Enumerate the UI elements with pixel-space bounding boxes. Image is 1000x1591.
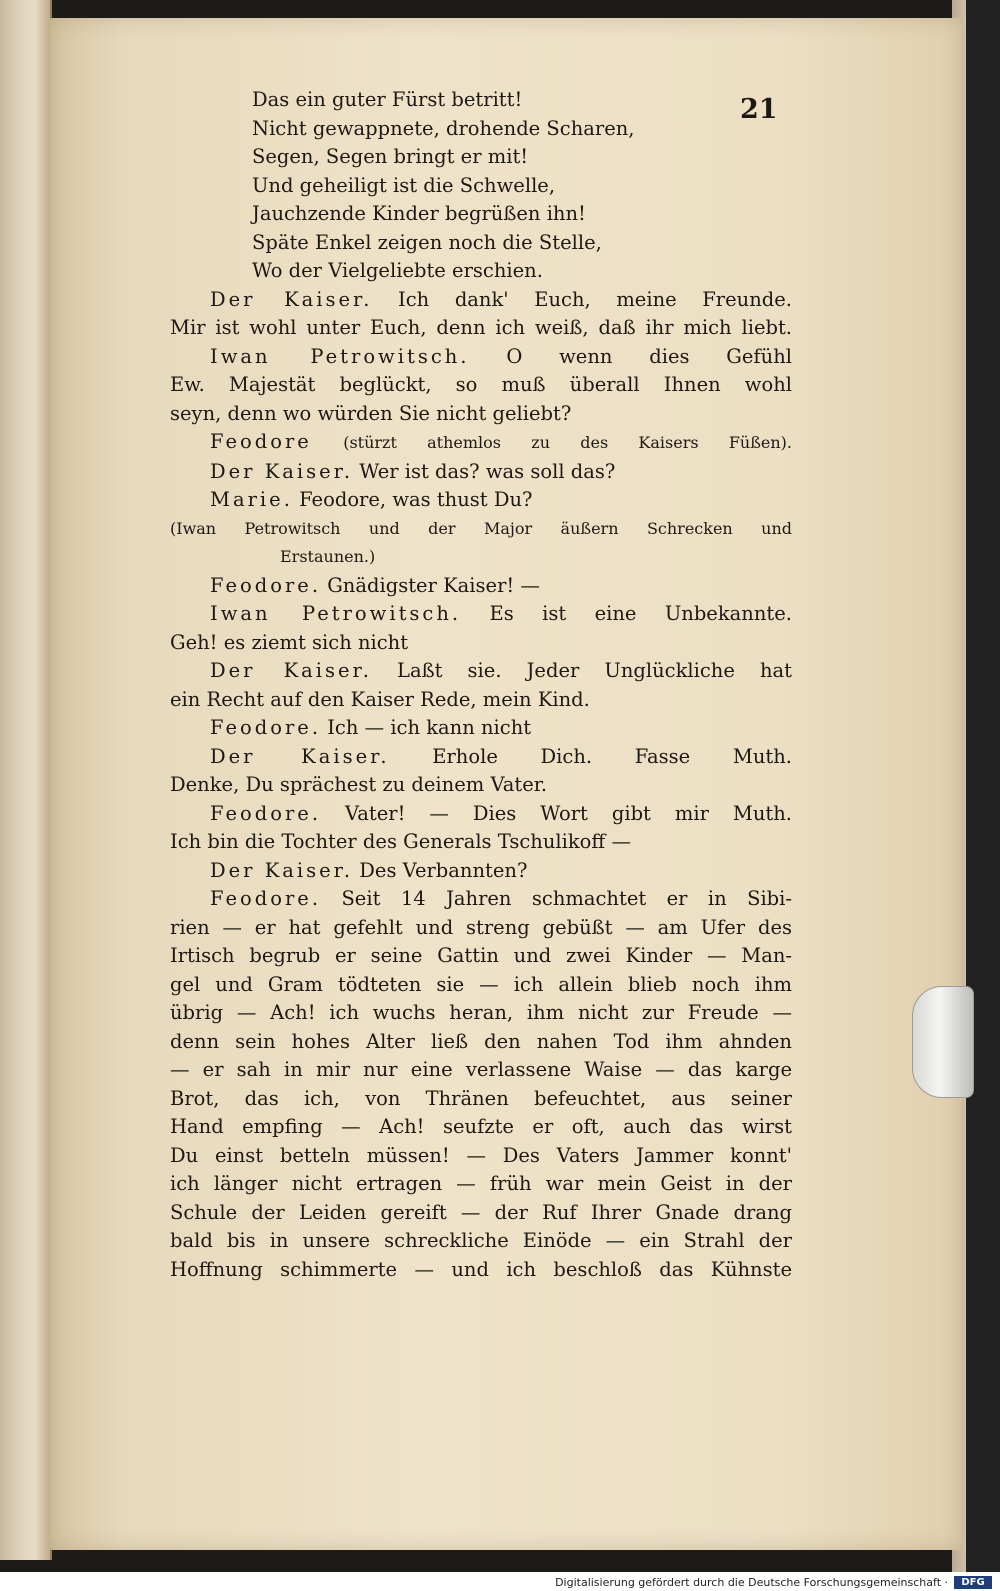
speaker-name: Feodore.: [210, 801, 322, 825]
text-line: [170, 572, 792, 601]
speaker-name: Der Kaiser.: [210, 659, 372, 682]
text-line: [170, 828, 792, 857]
line-text: ich länger nicht ertragen — früh war mein Geist in der: [170, 1172, 792, 1195]
line-text: Mir ist wohl unter Euch, denn ich weiß, daß ihr mich liebt.: [170, 316, 792, 339]
line-text: gel und Gram tödteten sie — ich allein blieb noch ihm: [170, 972, 792, 996]
line-text: Das ein guter Fürst betritt!: [252, 88, 523, 111]
speaker-name: Der Kaiser.: [210, 459, 354, 483]
line-text: Hoffnung schimmerte — und ich beschloß das Kühnste: [170, 1257, 792, 1281]
line-text: Ich bin die Tochter des Generals Tschulikoff —: [170, 830, 631, 853]
book-cover-left: [0, 0, 52, 1560]
line-text: Gnädigster Kaiser! —: [327, 573, 540, 597]
text-line: [170, 257, 792, 286]
text-line: [170, 229, 792, 258]
text-line: [170, 743, 792, 772]
text-line: [170, 200, 792, 229]
speaker-name: Der Kaiser.: [210, 744, 390, 768]
text-line: [170, 371, 792, 400]
speaker-name: Der Kaiser.: [210, 858, 354, 882]
speaker-name: Iwan Petrowitsch.: [210, 602, 462, 625]
page-clip: [912, 986, 974, 1098]
line-text: (stürzt athemlos zu des Kaisers Füßen).: [343, 433, 793, 452]
text-line: [170, 86, 792, 115]
text-line: [170, 600, 792, 629]
line-text: Ich dank' Euch, meine Freunde.: [398, 287, 792, 311]
line-text: Hand empfing — Ach! seufzte er oft, auch das wirst: [170, 1115, 792, 1138]
line-text: Segen, Segen bringt er mit!: [252, 145, 529, 168]
line-text: Irtisch begrub er seine Gattin und zwei Kinder — Man-: [170, 944, 792, 967]
text-line: [170, 314, 792, 343]
text-line: [170, 486, 792, 515]
line-text: seyn, denn wo würden Sie nicht geliebt?: [170, 401, 572, 425]
line-text: — er sah in mir nur eine verlassene Waise — das karge: [170, 1058, 792, 1081]
speaker-name: Der Kaiser.: [210, 287, 373, 311]
text-line: [170, 543, 792, 572]
line-text: bald bis in unsere schreckliche Einöde — ein Strahl der: [170, 1229, 792, 1252]
text-line: [170, 1113, 792, 1142]
line-text: Schule der Leiden gereift — der Ruf Ihrer Gnade drang: [170, 1200, 792, 1224]
text-line: [170, 1199, 792, 1228]
page-text: [170, 86, 792, 1284]
text-line: [170, 629, 792, 658]
footer-credit: Digitalisierung gefördert durch die Deutsche Forschungsgemeinschaft ·: [555, 1576, 948, 1589]
line-text: Ich — ich kann nicht: [327, 716, 532, 739]
footer-bar: [0, 1575, 1000, 1591]
text-line: [170, 1085, 792, 1114]
scan-background: [966, 0, 1000, 1572]
text-line: [170, 1056, 792, 1085]
line-text: rien — er hat gefehlt und streng gebüßt — am Ufer des: [170, 915, 792, 939]
line-text: Brot, das ich, von Thränen befeuchtet, aus seiner: [170, 1086, 792, 1110]
text-line: [170, 115, 792, 144]
text-line: [170, 400, 792, 429]
text-line: [170, 458, 792, 487]
line-text: Geh! es ziemt sich nicht: [170, 630, 409, 654]
line-text: O wenn dies Gefühl: [506, 344, 792, 368]
text-line: [170, 857, 792, 886]
line-text: Vater! — Dies Wort gibt mir Muth.: [345, 801, 792, 825]
line-text: Du einst betteln müssen! — Des Vaters Jammer konnt': [170, 1143, 792, 1167]
speaker-name: Feodore.: [210, 716, 322, 739]
text-line: [170, 515, 792, 544]
text-line: [170, 971, 792, 1000]
text-line: [170, 714, 792, 743]
line-text: Und geheiligt ist die Schwelle,: [252, 173, 556, 197]
text-line: [170, 657, 792, 686]
text-line: [170, 1227, 792, 1256]
text-line: [170, 999, 792, 1028]
line-text: Erhole Dich. Fasse Muth.: [432, 744, 792, 768]
text-line: [170, 1142, 792, 1171]
line-text: Erstaunen.): [280, 547, 376, 566]
line-text: Feodore, was thust Du?: [299, 488, 533, 511]
speaker-name: Feodore: [210, 430, 312, 453]
line-text: Es ist eine Unbekannte.: [489, 602, 792, 625]
text-line: [170, 800, 792, 829]
text-line: [170, 286, 792, 315]
text-line: [170, 343, 792, 372]
line-text: Seit 14 Jahren schmachtet er in Sibi-: [341, 887, 792, 910]
text-line: [170, 771, 792, 800]
text-line: [170, 143, 792, 172]
speaker-name: Feodore.: [210, 887, 322, 910]
line-text: Denke, Du sprächest zu deinem Vater.: [170, 773, 548, 796]
line-text: Ew. Majestät beglückt, so muß überall Ihnen wohl: [170, 373, 792, 396]
line-text: Des Verbannten?: [359, 858, 528, 882]
text-line: [170, 1256, 792, 1285]
page-number: 21: [740, 94, 778, 125]
line-text: Jauchzende Kinder begrüßen ihn!: [252, 202, 586, 225]
line-text: Laßt sie. Jeder Unglückliche hat: [397, 659, 792, 682]
speaker-name: Marie.: [210, 488, 293, 511]
speaker-name: Iwan Petrowitsch.: [210, 344, 470, 368]
text-line: [170, 686, 792, 715]
line-text: denn sein hohes Alter ließ den nahen Tod ihm ahnden: [170, 1029, 792, 1053]
text-line: [170, 172, 792, 201]
line-text: übrig — Ach! ich wuchs heran, ihm nicht zur Freude —: [170, 1001, 792, 1024]
dfg-logo: DFG: [954, 1576, 992, 1589]
speaker-name: Feodore.: [210, 573, 322, 597]
line-text: (Iwan Petrowitsch und der Major äußern Schrecken und: [170, 518, 792, 538]
text-line: [170, 428, 792, 458]
line-text: Nicht gewappnete, drohende Scharen,: [252, 116, 635, 140]
text-line: [170, 885, 792, 914]
line-text: Wer ist das? was soll das?: [359, 459, 616, 483]
line-text: Späte Enkel zeigen noch die Stelle,: [252, 230, 602, 254]
line-text: Wo der Vielgeliebte erschien.: [252, 259, 543, 282]
text-line: [170, 1170, 792, 1199]
line-text: ein Recht auf den Kaiser Rede, mein Kind.: [170, 687, 590, 711]
text-line: [170, 914, 792, 943]
text-line: [170, 942, 792, 971]
text-line: [170, 1028, 792, 1057]
